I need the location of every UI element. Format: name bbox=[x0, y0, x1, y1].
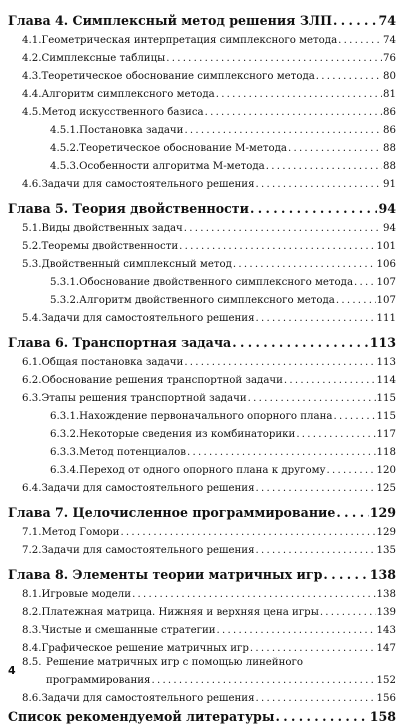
toc-chapter-8[interactable] bbox=[0, 562, 404, 582]
section-number: 4.1. bbox=[22, 35, 42, 46]
toc-section-6-4[interactable] bbox=[0, 476, 404, 494]
toc-section-5-4[interactable] bbox=[0, 306, 404, 324]
toc-section-4-5[interactable] bbox=[0, 100, 404, 118]
leader-dots bbox=[316, 71, 382, 82]
page-ref: 139 bbox=[376, 607, 396, 618]
section-title: Графическое решение матричных игр bbox=[41, 643, 249, 654]
subsection-title: Переход от одного опорного плана к другому bbox=[79, 465, 326, 476]
toc-chapter-6[interactable] bbox=[0, 330, 404, 350]
page-ref: 147 bbox=[376, 643, 396, 654]
subsection-title: Обоснование двойственного симплексного метода bbox=[79, 277, 354, 288]
leader-dots bbox=[184, 125, 382, 136]
chapter-title: Глава 8. Элементы теории матричных игр bbox=[8, 567, 323, 582]
toc-subsection-6-3-2[interactable] bbox=[0, 422, 404, 440]
toc-section-8-2[interactable] bbox=[0, 600, 404, 618]
subsection-number: 6.3.1. bbox=[50, 411, 80, 422]
toc-chapter-5[interactable] bbox=[0, 196, 404, 216]
leader-dots bbox=[250, 643, 376, 654]
subsection-title: Алгоритм двойственного симплексного метода bbox=[79, 295, 335, 306]
section-number: 4.4. bbox=[22, 89, 42, 100]
page-ref: 94 bbox=[378, 201, 396, 216]
chapter-title: Глава 6. Транспортная задача bbox=[8, 335, 232, 350]
subsection-number: 4.5.1. bbox=[50, 125, 80, 136]
leader-dots bbox=[320, 607, 376, 618]
page-ref: 91 bbox=[383, 179, 396, 190]
leader-dots bbox=[120, 527, 375, 538]
leader-dots bbox=[232, 335, 368, 350]
leader-dots bbox=[205, 107, 382, 118]
toc-section-4-6[interactable] bbox=[0, 172, 404, 190]
leader-dots bbox=[187, 447, 376, 458]
leader-dots bbox=[256, 313, 376, 324]
toc-section-8-4[interactable] bbox=[0, 636, 404, 654]
section-number: 6.2. bbox=[22, 375, 42, 386]
page-ref: 138 bbox=[369, 567, 396, 582]
leader-dots bbox=[296, 429, 375, 440]
page-ref: 113 bbox=[369, 335, 396, 350]
leader-dots bbox=[256, 545, 376, 556]
section-title: Метод Гомори bbox=[41, 527, 120, 538]
section-title: Теоретическое обоснование симплексного метода bbox=[41, 71, 315, 82]
section-number: 6.3. bbox=[22, 393, 42, 404]
section-title: Платежная матрица. Нижняя и верхняя цена игры bbox=[41, 607, 319, 618]
toc-section-5-2[interactable] bbox=[0, 234, 404, 252]
page-ref: 156 bbox=[376, 693, 396, 704]
section-number: 8.4. bbox=[22, 643, 42, 654]
leader-dots bbox=[184, 357, 375, 368]
section-number: 7.2. bbox=[22, 545, 42, 556]
section-title: Теоремы двойственности bbox=[41, 241, 179, 252]
section-title: Задачи для самостоятельного решения bbox=[41, 483, 255, 494]
page-ref: 101 bbox=[376, 241, 396, 252]
leader-dots bbox=[336, 505, 368, 520]
page-ref: 115 bbox=[376, 393, 396, 404]
section-number: 8.1. bbox=[22, 589, 42, 600]
page-ref: 135 bbox=[376, 545, 396, 556]
section-number: 8.6. bbox=[22, 693, 42, 704]
section-title: Алгоритм симплексного метода bbox=[41, 89, 215, 100]
subsection-number: 4.5.3. bbox=[50, 161, 80, 172]
references-title: Список рекомендуемой литературы bbox=[8, 709, 275, 724]
subsection-title: Особенности алгоритма M-метода bbox=[79, 161, 265, 172]
toc-chapter-4[interactable] bbox=[0, 8, 404, 28]
section-number: 5.1. bbox=[22, 223, 42, 234]
section-title: Задачи для самостоятельного решения bbox=[41, 313, 255, 324]
section-number: 5.4. bbox=[22, 313, 42, 324]
toc-section-5-3[interactable] bbox=[0, 252, 404, 270]
chapter-title: Глава 7. Целочисленное программирование bbox=[8, 505, 336, 520]
toc-subsection-6-3-1[interactable] bbox=[0, 404, 404, 422]
page-ref: 117 bbox=[376, 429, 396, 440]
page-ref: 111 bbox=[376, 313, 396, 324]
toc-subsection-4-5-1[interactable] bbox=[0, 118, 404, 136]
leader-dots bbox=[275, 709, 368, 724]
toc-section-8-5-continued[interactable] bbox=[0, 668, 404, 686]
page-ref: 115 bbox=[376, 411, 396, 422]
section-number: 4.3. bbox=[22, 71, 42, 82]
section-title: Задачи для самостоятельного решения bbox=[41, 693, 255, 704]
toc-section-4-3[interactable] bbox=[0, 64, 404, 82]
section-title: Решение матричных игр с помощью линейного bbox=[46, 657, 303, 668]
toc-subsection-4-5-3[interactable] bbox=[0, 154, 404, 172]
leader-dots bbox=[284, 375, 376, 386]
toc-subsection-5-3-2[interactable] bbox=[0, 288, 404, 306]
toc-chapter-7[interactable] bbox=[0, 500, 404, 520]
page-ref: 118 bbox=[376, 447, 396, 458]
leader-dots bbox=[152, 675, 376, 686]
section-title: Двойственный симплексный метод bbox=[41, 259, 232, 270]
leader-dots bbox=[327, 465, 376, 476]
page-ref: 138 bbox=[376, 589, 396, 600]
toc-subsection-5-3-1[interactable] bbox=[0, 270, 404, 288]
page-ref: 107 bbox=[376, 295, 396, 306]
subsection-title: Некоторые сведения из комбинаторики bbox=[79, 429, 296, 440]
subsection-title: Постановка задачи bbox=[79, 125, 184, 136]
page-ref: 80 bbox=[383, 71, 396, 82]
toc-subsection-4-5-2[interactable] bbox=[0, 136, 404, 154]
section-title: Задачи для самостоятельного решения bbox=[41, 179, 255, 190]
toc-section-8-3[interactable] bbox=[0, 618, 404, 636]
section-number: 7.1. bbox=[22, 527, 42, 538]
leader-dots bbox=[338, 35, 382, 46]
page-ref: 125 bbox=[376, 483, 396, 494]
subsection-number: 4.5.2. bbox=[50, 143, 80, 154]
section-number: 6.4. bbox=[22, 483, 42, 494]
subsection-title: Нахождение первоначального опорного плана bbox=[79, 411, 333, 422]
leader-dots bbox=[336, 295, 376, 306]
page-ref: 129 bbox=[369, 505, 396, 520]
table-of-contents bbox=[0, 8, 404, 724]
page-ref: 76 bbox=[383, 53, 396, 64]
section-title: Виды двойственных задач bbox=[41, 223, 183, 234]
toc-section-7-2[interactable] bbox=[0, 538, 404, 556]
toc-section-6-2[interactable] bbox=[0, 368, 404, 386]
section-number: 5.2. bbox=[22, 241, 42, 252]
subsection-number: 5.3.2. bbox=[50, 295, 80, 306]
section-title: Чистые и смешанные стратегии bbox=[41, 625, 216, 636]
page-ref: 86 bbox=[383, 125, 396, 136]
toc-references[interactable] bbox=[0, 704, 404, 724]
page-ref: 86 bbox=[383, 107, 396, 118]
toc-section-5-1[interactable] bbox=[0, 216, 404, 234]
leader-dots bbox=[256, 693, 376, 704]
leader-dots bbox=[250, 201, 378, 216]
leader-dots bbox=[248, 393, 376, 404]
page-ref: 143 bbox=[376, 625, 396, 636]
page-ref: 152 bbox=[376, 675, 396, 686]
section-title: Симплексные таблицы bbox=[41, 53, 166, 64]
section-number: 4.2. bbox=[22, 53, 42, 64]
leader-dots bbox=[179, 241, 375, 252]
page-ref: 74 bbox=[383, 35, 396, 46]
toc-section-8-6[interactable] bbox=[0, 686, 404, 704]
toc-section-6-3[interactable] bbox=[0, 386, 404, 404]
section-title: Обоснование решения транспортной задачи bbox=[41, 375, 283, 386]
section-number: 4.5. bbox=[22, 107, 42, 118]
toc-section-8-5[interactable] bbox=[0, 654, 404, 668]
section-title-continued: программирования bbox=[46, 675, 151, 686]
leader-dots bbox=[333, 13, 378, 28]
leader-dots bbox=[233, 259, 376, 270]
section-title: Метод искусственного базиса bbox=[41, 107, 204, 118]
toc-section-6-1[interactable] bbox=[0, 350, 404, 368]
page-ref: 107 bbox=[376, 277, 396, 288]
toc-section-7-1[interactable] bbox=[0, 520, 404, 538]
leader-dots bbox=[216, 89, 382, 100]
leader-dots bbox=[256, 483, 376, 494]
leader-dots bbox=[256, 179, 383, 190]
page-ref: 74 bbox=[378, 13, 396, 28]
page-ref: 94 bbox=[383, 223, 396, 234]
section-title: Игровые модели bbox=[41, 589, 132, 600]
page-ref: 113 bbox=[376, 357, 396, 368]
page-ref: 129 bbox=[376, 527, 396, 538]
subsection-number: 6.3.3. bbox=[50, 447, 80, 458]
section-number: 5.3. bbox=[22, 259, 42, 270]
subsection-number: 6.3.4. bbox=[50, 465, 80, 476]
section-number: 8.2. bbox=[22, 607, 42, 618]
leader-dots bbox=[132, 589, 375, 600]
leader-dots bbox=[354, 277, 376, 288]
subsection-number: 6.3.2. bbox=[50, 429, 80, 440]
section-number: 8.3. bbox=[22, 625, 42, 636]
leader-dots bbox=[166, 53, 382, 64]
page-ref: 88 bbox=[383, 161, 396, 172]
leader-dots bbox=[323, 567, 368, 582]
subsection-title: Метод потенциалов bbox=[79, 447, 187, 458]
toc-section-4-2[interactable] bbox=[0, 46, 404, 64]
page-ref: 106 bbox=[376, 259, 396, 270]
section-title: Общая постановка задачи bbox=[41, 357, 184, 368]
page-ref: 120 bbox=[376, 465, 396, 476]
leader-dots bbox=[184, 223, 382, 234]
toc-subsection-6-3-3[interactable] bbox=[0, 440, 404, 458]
toc-subsection-6-3-4[interactable] bbox=[0, 458, 404, 476]
chapter-title: Глава 4. Симплексный метод решения ЗЛП bbox=[8, 13, 332, 28]
page-ref: 158 bbox=[369, 709, 396, 724]
toc-section-4-4[interactable] bbox=[0, 82, 404, 100]
leader-dots bbox=[266, 161, 382, 172]
section-number: 4.6. bbox=[22, 179, 42, 190]
section-title: Задачи для самостоятельного решения bbox=[41, 545, 255, 556]
leader-dots bbox=[217, 625, 376, 636]
subsection-number: 5.3.1. bbox=[50, 277, 80, 288]
page-number: 4 bbox=[8, 664, 16, 677]
section-title: Этапы решения транспортной задачи bbox=[41, 393, 247, 404]
section-number: 6.1. bbox=[22, 357, 42, 368]
toc-section-4-1[interactable] bbox=[0, 28, 404, 46]
subsection-title: Теоретическое обоснование M-метода bbox=[79, 143, 287, 154]
page-ref: 81 bbox=[383, 89, 396, 100]
chapter-title: Глава 5. Теория двойственности bbox=[8, 201, 249, 216]
toc-section-8-1[interactable] bbox=[0, 582, 404, 600]
section-title: Геометрическая интерпретация симплексного метода bbox=[41, 35, 338, 46]
leader-dots bbox=[333, 411, 375, 422]
leader-dots bbox=[288, 143, 382, 154]
section-number: 8.5. bbox=[22, 657, 42, 668]
page-ref: 88 bbox=[383, 143, 396, 154]
page-ref: 114 bbox=[376, 375, 396, 386]
